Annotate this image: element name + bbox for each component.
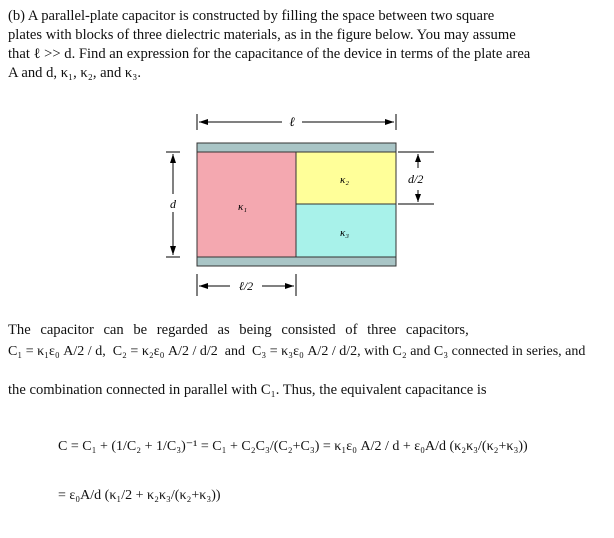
label-d: d <box>170 197 176 211</box>
capacitor-figure <box>150 108 440 308</box>
half-d-arrowhead-bottom <box>415 194 421 202</box>
label-k3: κ₃ <box>340 227 350 239</box>
d-arrowhead-top <box>170 154 176 163</box>
c1-expression: C₁ = κ₁ε₀ A/2 / d <box>8 344 103 359</box>
problem-line-2: plates with blocks of three dielectric materials, as in the figure below. You may assume <box>8 27 516 43</box>
equation-line-2: = ε₀A/d (κ₁/2 + κ₂κ₃/(κ₂+κ₃)) <box>58 488 221 503</box>
solution-line-1-text: The capacitor can be regarded as being consisted of three capacitors, <box>8 322 469 338</box>
half-d-arrowhead-top <box>415 154 421 162</box>
problem-line-1: (b) A parallel-plate capacitor is constructed by filling the space between two square <box>8 8 495 24</box>
bottom-plate <box>197 257 396 266</box>
equation-line-1: C = C₁ + (1/C₂ + 1/C₃)⁻¹ = C₁ + C₂C₃/(C₂+C₃) = κ₁ε₀ A/2 / d + ε₀A/d (κ₂κ₃/(κ₂+κ₃)) <box>58 439 528 454</box>
length-arrowhead-left <box>199 119 208 125</box>
label-half-d: d/2 <box>408 172 424 186</box>
problem-line-4: A and d, κ₁, κ₂, and κ₃. <box>8 65 141 81</box>
label-half-length: ℓ/2 <box>238 279 254 293</box>
d-arrowhead-bottom <box>170 246 176 255</box>
label-k2: κ₂ <box>340 174 350 186</box>
problem-line-3: that ℓ >> d. Find an expression for the capacitance of the device in terms of the plate area <box>8 46 531 62</box>
c3-expression: C₃ = κ₃ε₀ A/2 / d/2 <box>252 344 358 359</box>
series-text: , with C₂ and C₃ connected in series, and <box>357 344 586 359</box>
solution-line-3: the combination connected in parallel with C₁. Thus, the equivalent capacitance is <box>8 382 487 398</box>
top-plate <box>197 143 396 152</box>
label-k1: κ₁ <box>238 201 248 213</box>
capacitor-definitions: C₁ = κ₁ε₀ A/2 / d, C₂ = κ₂ε₀ A/2 / d/2 and C₃ = κ₃ε₀ A/2 / d/2, with C₂ and C₃ connected in series, and <box>8 344 586 359</box>
label-length: ℓ <box>289 114 295 129</box>
length-arrowhead-right <box>385 119 394 125</box>
solution-line-1 <box>8 321 604 340</box>
half-length-arrowhead-left <box>199 283 208 289</box>
half-length-arrowhead-right <box>285 283 294 289</box>
c2-expression: C₂ = κ₂ε₀ A/2 / d/2 <box>112 344 218 359</box>
